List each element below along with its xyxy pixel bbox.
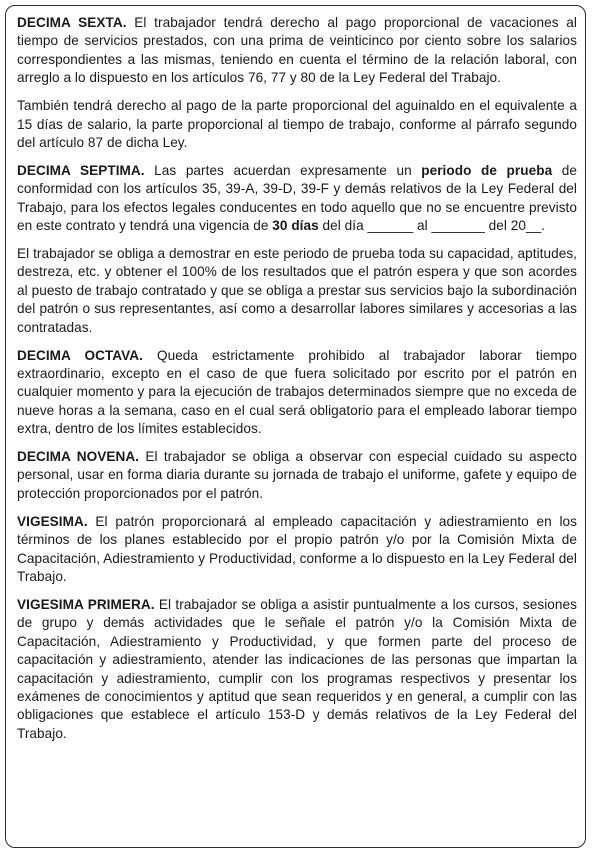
clause-decima-sexta <box>17 14 577 88</box>
clause-text: Queda estrictamente prohibido al trabajador laborar tiempo extraordinario, excepto en el caso de que fuera solicitado por escrito por el patrón en cualquier momento y para la ejecución de trabajos determinados siempre que no exceda de nueve horas a la semana, caso en el cual será obligatorio para el empleado laborar tiempo extra, dentro de los límites establecidos. <box>17 347 577 437</box>
clause-decima-septima <box>17 162 577 236</box>
clause-vigesima-primera <box>17 596 577 743</box>
clause-text: El trabajador tendrá derecho al pago proporcional de vacaciones al tiempo de servicios prestados, con una prima de veinticinco por ciento sobre los salarios correspondientes a las mismas, teniendo en cuenta el término de la relación laboral, con arreglo a lo dispuesto en los artículos 76, 77 y 80 de la Ley Federal del Trabajo. <box>17 15 577 86</box>
clause-heading: DECIMA NOVENA. <box>17 449 140 465</box>
clause-decima-novena <box>17 448 577 503</box>
clause-heading: DECIMA SEPTIMA. <box>17 162 145 178</box>
clause-text: de conformidad con los artículos 35, 39-A, 39-D, 39-F y demás relativos de la Ley Federal del Trabajo, para los efectos legales conducentes en todo aquello que no se encuentre previsto en este contrato y tendrá una vigencia de <box>17 162 577 234</box>
contract-clauses <box>17 14 577 753</box>
clause-text: del día ______ al _______ del 20__. <box>318 218 546 234</box>
clause-decima-octava <box>17 347 577 439</box>
clause-heading: VIGESIMA. <box>17 513 88 529</box>
clause-heading: DECIMA OCTAVA. <box>17 347 143 363</box>
clause-prueba-paragraph <box>17 245 577 337</box>
clause-text: Las partes acuerdan expresamente un <box>144 162 422 178</box>
clause-text: El trabajador se obliga a asistir puntualmente a los cursos, sesiones de grupo y demás actividades que le señale el patrón y/o la Comisión Mixta de Capacitación, Adiestramiento y Productividad, y que formen parte del proceso de capacitación y adiestramiento, atender las indicaciones de las personas que impartan la capacitación y adiestramiento, cumplir con los programas respectivos y presentar los exámenes de conocimientos y aptitud que sean requeridos y en general, a cumplir con las obligaciones que establece el artículo 153-D y demás relativos de la Ley Federal del Trabajo. <box>17 596 577 741</box>
clause-text: El trabajador se obliga a demostrar en este periodo de prueba toda su capacidad, aptitudes, destreza, etc. y obtener el 100% de los resultados que el patrón espera y que son acordes al puesto de trabajo contratado y que se obliga a prestar sus servicios bajo la subordinación del patrón o sus representantes, así como a desarrollar labores similares y accesorias a las contratadas. <box>17 245 577 335</box>
clause-text: El patrón proporcionará al empleado capacitación y adiestramiento en los términos de los planes establecido por el propio patrón y/o por la Comisión Mixta de Capacitación, Adiestramiento y Productividad, conforme a lo dispuesto en la Ley Federal del Trabajo. <box>17 513 577 584</box>
clause-text: También tendrá derecho al pago de la parte proporcional del aguinaldo en el equivalente a 15 días de salario, la parte proporcional al tiempo de trabajo, conforme al párrafo segundo del artículo 87 de dicha Ley. <box>17 98 577 150</box>
clause-heading: VIGESIMA PRIMERA. <box>17 596 155 612</box>
clause-vigesima <box>17 513 577 587</box>
clause-text: El trabajador se obliga a observar con especial cuidado su aspecto personal, usar en forma diaria durante su jornada de trabajo el uniforme, gafete y equipo de protección proporcionados por el patrón. <box>17 449 577 501</box>
clause-heading: DECIMA SEXTA. <box>17 15 127 30</box>
clause-emphasis: periodo de prueba <box>421 162 553 178</box>
clause-emphasis: 30 días <box>272 218 319 234</box>
clause-aguinaldo-paragraph <box>17 97 577 152</box>
